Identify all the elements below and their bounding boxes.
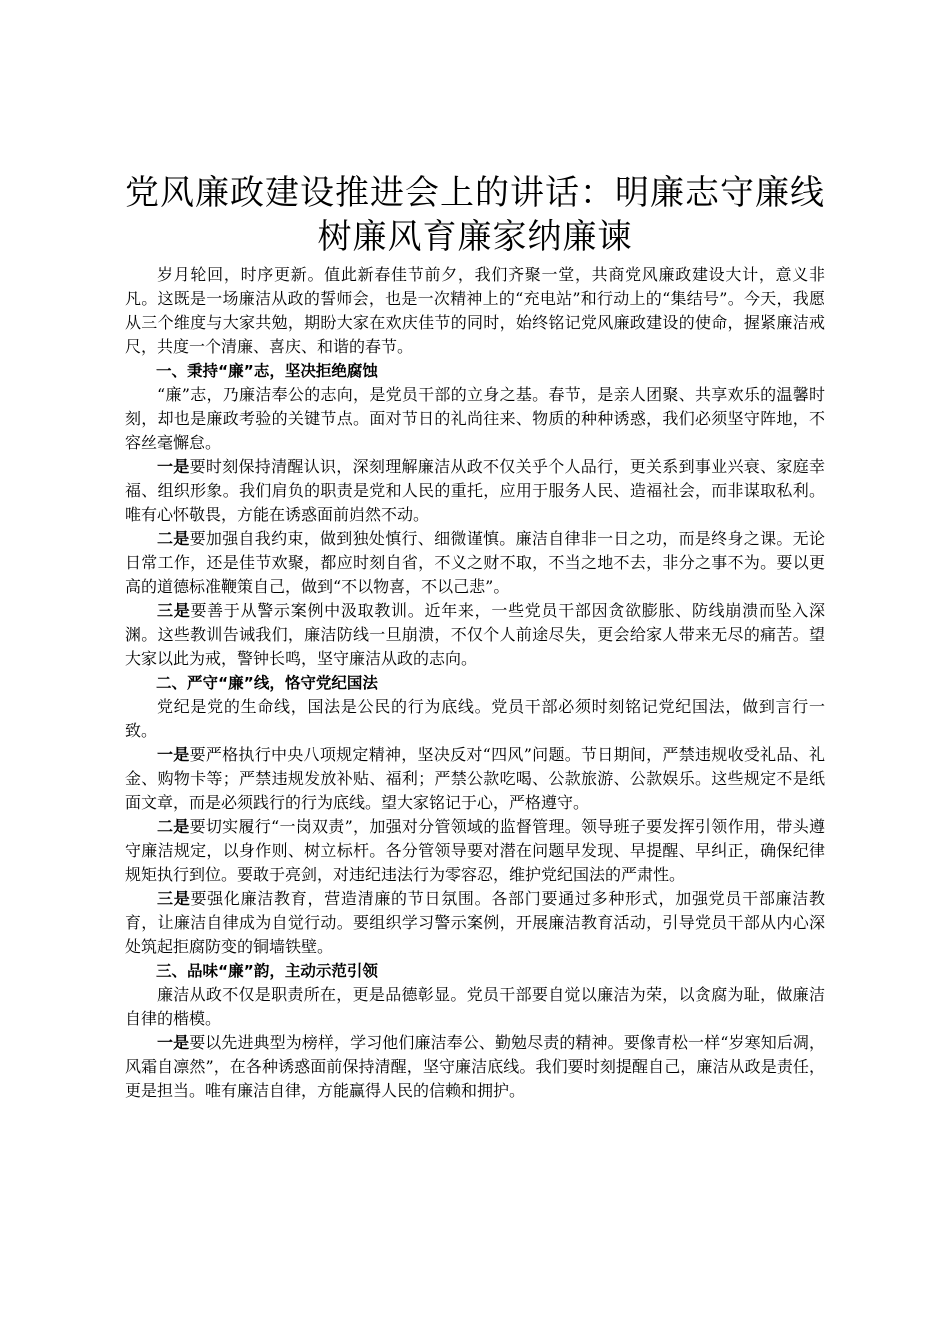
section-heading: 二、严守“廉”线，恪守党纪国法 — [156, 674, 378, 692]
point-text: 要强化廉洁教育，营造清廉的节日氛围。各部门要通过多种形式，加强党员干部廉洁教育，让廉洁自律成为自觉行动。要组织学习警示案例，开展廉洁教育活动，引导党员干部从内心深处筑起拒腐防变的铜墙铁壁。 — [125, 889, 825, 956]
point-text: 要加强自我约束，做到独处慎行、细微谨慎。廉洁自律非一日之功，而是终身之课。无论日常工作，还是佳节欢聚，都应时刻自省，不义之财不取，不当之地不去，非分之事不为。要以更高的道德标准鞭策自己，做到“不以物喜，不以己悲”。 — [125, 529, 825, 596]
section-intro: 党纪是党的生命线，国法是公民的行为底线。党员干部必须时刻铭记党纪国法，做到言行一致。 — [125, 697, 825, 740]
point-paragraph — [125, 887, 825, 959]
point-paragraph — [125, 527, 825, 599]
point-text: 要严格执行中央八项规定精神，坚决反对“四风”问题。节日期间，严禁违规收受礼品、礼金、购物卡等；严禁违规发放补贴、福利；严禁公款吃喝、公款旅游、公款娱乐。这些规定不是纸面文章，而是必须践行的行为底线。望大家铭记于心，严格遵守。 — [125, 745, 825, 812]
point-lead: 二是 — [157, 529, 190, 548]
point-text: 要以先进典型为榜样，学习他们廉洁奉公、勤勉尽责的精神。要像青松一样“岁寒知后凋，风霜自凛然”，在各种诱惑面前保持清醒，坚守廉洁底线。我们要时刻提醒自己，廉洁从政是责任，更是担当。唯有廉洁自律，方能赢得人民的信赖和拥护。 — [125, 1033, 825, 1100]
point-text: 要善于从警示案例中汲取教训。近年来，一些党员干部因贪欲膨胀、防线崩溃而坠入深渊。这些教训告诫我们，廉洁防线一旦崩溃，不仅个人前途尽失，更会给家人带来无尽的痛苦。望大家以此为戒，警钟长鸣，坚守廉洁从政的志向。 — [125, 601, 825, 668]
point-lead: 一是 — [157, 745, 190, 764]
point-lead: 二是 — [157, 817, 190, 836]
point-lead: 三是 — [157, 889, 191, 908]
section-intro: 廉洁从政不仅是职责所在，更是品德彰显。党员干部要自觉以廉洁为荣，以贪腐为耻，做廉洁自律的楷模。 — [125, 985, 825, 1028]
point-paragraph — [125, 743, 825, 815]
point-paragraph — [125, 455, 825, 527]
document-body — [125, 263, 825, 1103]
section-heading: 三、品味“廉”韵，主动示范引领 — [156, 962, 378, 980]
point-paragraph — [125, 599, 825, 671]
section-intro: “廉”志，乃廉洁奉公的志向，是党员干部的立身之基。春节，是亲人团聚、共享欢乐的温馨时刻，却也是廉政考验的关键节点。面对节日的礼尚往来、物质的种种诱惑，我们必须坚守阵地，不容丝毫懈怠。 — [125, 385, 825, 452]
point-lead: 一是 — [157, 457, 190, 476]
point-paragraph — [125, 815, 825, 887]
document-page — [125, 171, 825, 1103]
point-lead: 三是 — [157, 601, 191, 620]
section-heading: 一、秉持“廉”志，坚决拒绝腐蚀 — [156, 362, 378, 380]
intro-paragraph: 岁月轮回，时序更新。值此新春佳节前夕，我们齐聚一堂，共商党风廉政建设大计，意义非凡。这既是一场廉洁从政的誓师会，也是一次精神上的“充电站”和行动上的“集结号”。今天，我愿从三个维度与大家共勉，期盼大家在欢庆佳节的同时，始终铭记党风廉政建设的使命，握紧廉洁戒尺，共度一个清廉、喜庆、和谐的春节。 — [125, 265, 825, 356]
point-text: 要切实履行“一岗双责”，加强对分管领域的监督管理。领导班子要发挥引领作用，带头遵守廉洁规定，以身作则、树立标杆。各分管领导要对潜在问题早发现、早提醒、早纠正，确保纪律规矩执行到位。要敢于亮剑，对违纪违法行为零容忍，维护党纪国法的严肃性。 — [125, 817, 825, 884]
document-title: 党风廉政建设推进会上的讲话：明廉志守廉线树廉风育廉家纳廉谏 — [125, 173, 825, 257]
point-paragraph — [125, 1031, 825, 1103]
point-lead: 一是 — [157, 1033, 190, 1052]
point-text: 要时刻保持清醒认识，深刻理解廉洁从政不仅关乎个人品行，更关系到事业兴衰、家庭幸福、组织形象。我们肩负的职责是党和人民的重托，应用于服务人民、造福社会，而非谋取私利。唯有心怀敬畏，方能在诱惑面前岿然不动。 — [125, 457, 825, 524]
